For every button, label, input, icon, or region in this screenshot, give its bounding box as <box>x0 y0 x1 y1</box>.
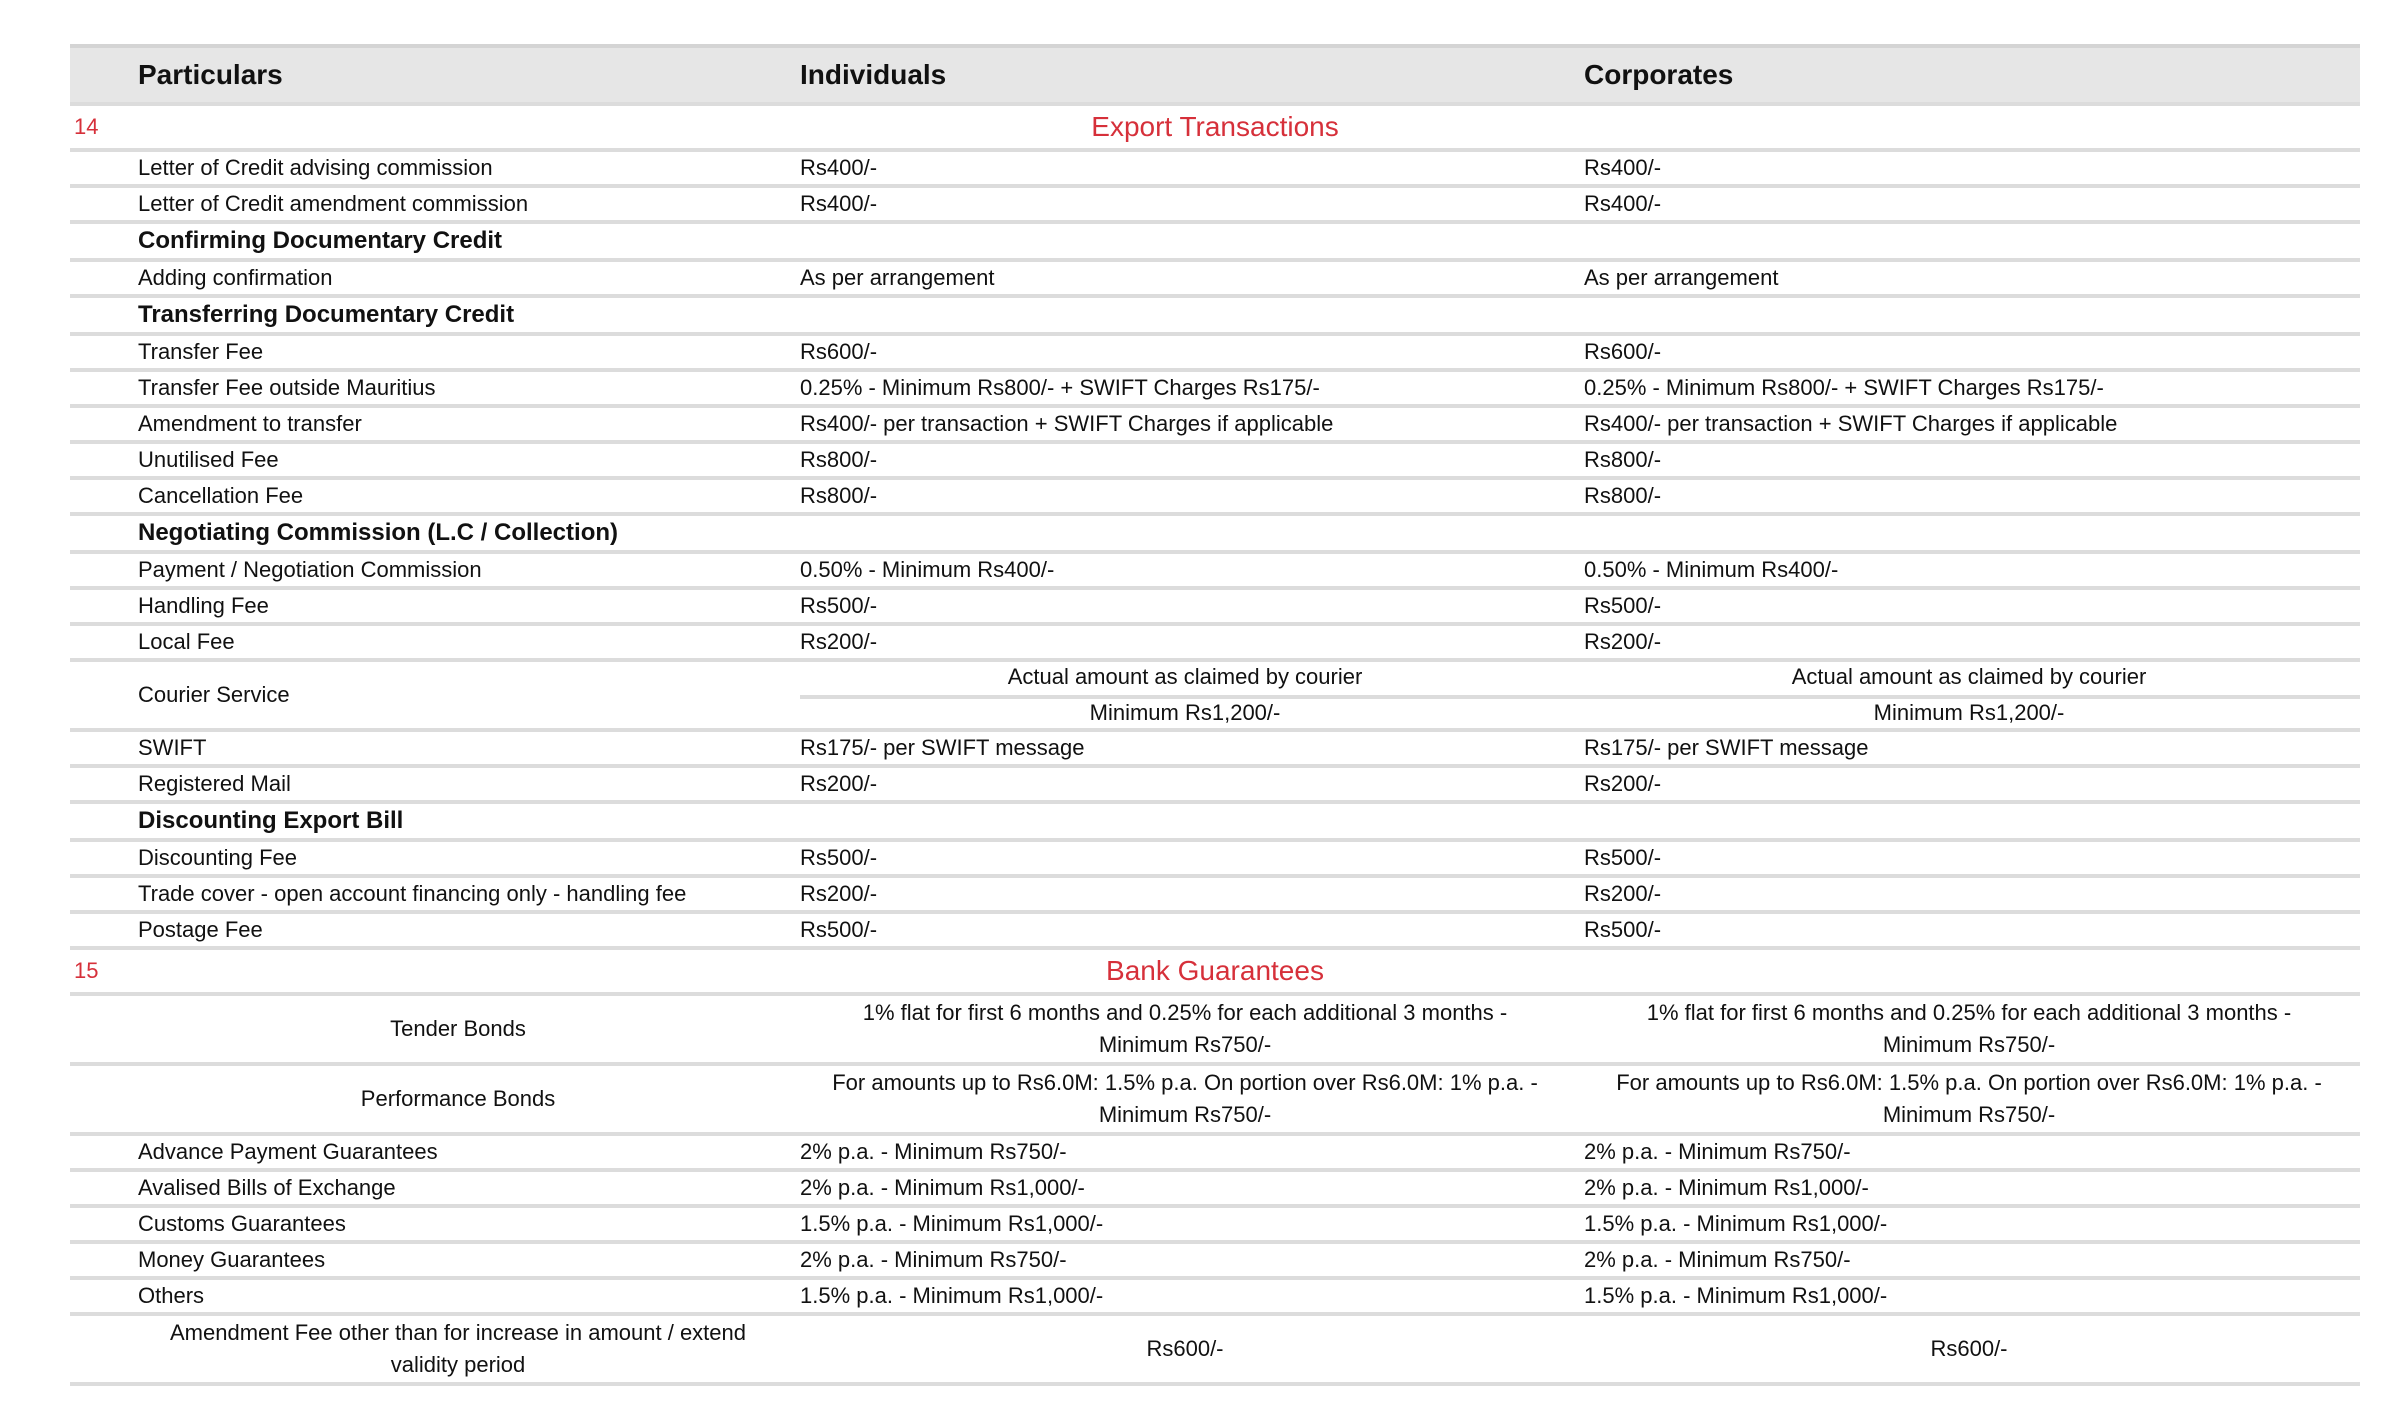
individuals-value: Rs175/- per SWIFT message <box>800 735 1085 760</box>
corporates-value: Rs400/- per transaction + SWIFT Charges if applicable <box>1584 411 2118 436</box>
corporates-value <box>1584 224 2354 258</box>
row-label: Cancellation Fee <box>138 483 304 508</box>
table-row <box>70 188 2360 224</box>
corporates-value: As per arrangement <box>1584 265 1779 290</box>
section-header-row <box>70 106 2360 152</box>
corporates-value: 2% p.a. - Minimum Rs750/- <box>1584 1139 1851 1164</box>
row-label: Registered Mail <box>138 771 291 796</box>
individuals-value-line: 1% flat for first 6 months and 0.25% for each additional 3 months - <box>862 1000 1508 1025</box>
individuals-value-line: For amounts up to Rs6.0M: 1.5% p.a. On portion over Rs6.0M: 1% p.a. - <box>832 1070 1538 1095</box>
corporates-value: Rs200/- <box>1584 629 1662 654</box>
row-label: Payment / Negotiation Commission <box>138 557 482 582</box>
subheading-row <box>70 804 2360 842</box>
corporates-value: 2% p.a. - Minimum Rs1,000/- <box>1584 1175 1869 1200</box>
table-row <box>70 1172 2360 1208</box>
row-label: Unutilised Fee <box>138 447 279 472</box>
corporates-value: Rs200/- <box>1584 881 1662 906</box>
individuals-value: Rs200/- <box>800 629 878 654</box>
table-row <box>70 336 2360 372</box>
table-row <box>70 662 2360 732</box>
individuals-value: Rs500/- <box>800 593 878 618</box>
individuals-value: Rs400/- per transaction + SWIFT Charges if applicable <box>800 411 1334 436</box>
corporates-value: 1.5% p.a. - Minimum Rs1,000/- <box>1584 1211 1888 1236</box>
corporates-value: 1.5% p.a. - Minimum Rs1,000/- <box>1584 1283 1888 1308</box>
individuals-value-line: Minimum Rs1,200/- <box>1089 700 1281 725</box>
individuals-value: 2% p.a. - Minimum Rs750/- <box>800 1247 1067 1272</box>
row-label: Adding confirmation <box>138 265 333 290</box>
individuals-value: Rs200/- <box>800 771 878 796</box>
individuals-value: 2% p.a. - Minimum Rs750/- <box>800 1139 1067 1164</box>
individuals-value <box>800 996 1570 1062</box>
row-label: Transfer Fee outside Mauritius <box>138 375 436 400</box>
table-row <box>70 554 2360 590</box>
row-label: Money Guarantees <box>138 1247 326 1272</box>
individuals-value: Rs500/- <box>800 845 878 870</box>
section-number: 14 <box>74 114 99 139</box>
corporates-value-line: Minimum Rs1,200/- <box>1873 700 2065 725</box>
table-row <box>70 262 2360 298</box>
row-label: Handling Fee <box>138 593 269 618</box>
individuals-value: Rs800/- <box>800 447 878 472</box>
individuals-value: Rs500/- <box>800 917 878 942</box>
row-label: Courier Service <box>138 682 290 707</box>
corporates-value: 2% p.a. - Minimum Rs750/- <box>1584 1247 1851 1272</box>
individuals-value: 0.50% - Minimum Rs400/- <box>800 557 1055 582</box>
corporates-value-line: Actual amount as claimed by courier <box>1791 664 2147 689</box>
row-label-line: Performance Bonds <box>360 1086 556 1111</box>
corporates-value <box>1584 298 2354 332</box>
individuals-value: Rs400/- <box>800 155 878 180</box>
individuals-value: 1.5% p.a. - Minimum Rs1,000/- <box>800 1283 1104 1308</box>
corporates-value: Rs600/- <box>1584 339 1662 364</box>
individuals-value: As per arrangement <box>800 265 995 290</box>
row-label: SWIFT <box>138 735 207 760</box>
individuals-value-line: Minimum Rs750/- <box>1098 1032 1272 1057</box>
corporates-value-line: Rs600/- <box>1930 1336 2008 1361</box>
header-particulars: Particulars <box>138 59 283 90</box>
corporates-value: Rs800/- <box>1584 447 1662 472</box>
corporates-value: Rs400/- <box>1584 155 1662 180</box>
row-label: Letter of Credit advising commission <box>138 155 493 180</box>
row-label: Avalised Bills of Exchange <box>138 1175 396 1200</box>
row-label: Postage Fee <box>138 917 263 942</box>
corporates-value <box>1584 1316 2354 1382</box>
row-label <box>138 1316 778 1382</box>
corporates-value-line: Minimum Rs750/- <box>1882 1102 2056 1127</box>
section-number: 15 <box>74 958 99 983</box>
corporates-value: Rs800/- <box>1584 483 1662 508</box>
tariff-table <box>70 44 2360 1386</box>
individuals-value <box>800 1316 1570 1382</box>
table-row <box>70 768 2360 804</box>
subheading-row <box>70 224 2360 262</box>
row-label <box>138 1066 778 1132</box>
table-row <box>70 590 2360 626</box>
corporates-value: Rs200/- <box>1584 771 1662 796</box>
header-corporates: Corporates <box>1584 59 1734 90</box>
subheading-label: Negotiating Commission (L.C / Collection) <box>138 519 618 546</box>
table-row <box>70 842 2360 878</box>
individuals-value: Rs800/- <box>800 483 878 508</box>
subheading-row <box>70 516 2360 554</box>
corporates-value: Rs500/- <box>1584 845 1662 870</box>
individuals-value <box>800 298 1570 332</box>
row-label: Local Fee <box>138 629 235 654</box>
individuals-value: 0.25% - Minimum Rs800/- + SWIFT Charges Rs175/- <box>800 375 1320 400</box>
row-label: Others <box>138 1283 205 1308</box>
table-row <box>70 1208 2360 1244</box>
table-header <box>70 44 2360 106</box>
table-row <box>70 732 2360 768</box>
corporates-value-line: Minimum Rs750/- <box>1882 1032 2056 1057</box>
table-row <box>70 1316 2360 1386</box>
corporates-value: 0.25% - Minimum Rs800/- + SWIFT Charges Rs175/- <box>1584 375 2104 400</box>
table-row <box>70 1244 2360 1280</box>
individuals-value: Rs600/- <box>800 339 878 364</box>
row-label: Advance Payment Guarantees <box>138 1139 438 1164</box>
row-label-line: validity period <box>390 1352 526 1377</box>
corporates-value-line: 1% flat for first 6 months and 0.25% for each additional 3 months - <box>1646 1000 2292 1025</box>
row-label: Customs Guarantees <box>138 1211 346 1236</box>
header-individuals: Individuals <box>800 59 947 90</box>
section-header-row <box>70 950 2360 996</box>
table-row <box>70 372 2360 408</box>
subheading-row <box>70 298 2360 336</box>
table-row <box>70 1136 2360 1172</box>
row-label: Letter of Credit amendment commission <box>138 191 529 216</box>
individuals-value <box>800 516 1570 550</box>
corporates-value: Rs500/- <box>1584 593 1662 618</box>
table-row <box>70 626 2360 662</box>
corporates-value <box>1584 516 2354 550</box>
individuals-value-line: Minimum Rs750/- <box>1098 1102 1272 1127</box>
row-label: Transfer Fee <box>138 339 264 364</box>
corporates-value <box>1584 1066 2354 1132</box>
individuals-value: 1.5% p.a. - Minimum Rs1,000/- <box>800 1211 1104 1236</box>
table-row <box>70 480 2360 516</box>
table-row <box>70 1066 2360 1136</box>
individuals-value-line: Actual amount as claimed by courier <box>1007 664 1363 689</box>
row-label: Amendment to transfer <box>138 411 362 436</box>
corporates-value: Rs500/- <box>1584 917 1662 942</box>
individuals-value: Rs400/- <box>800 191 878 216</box>
table-row <box>70 444 2360 480</box>
corporates-value: Rs175/- per SWIFT message <box>1584 735 1869 760</box>
table-row <box>70 408 2360 444</box>
corporates-value <box>1584 804 2354 838</box>
table-row <box>70 914 2360 950</box>
row-label-line: Amendment Fee other than for increase in amount / extend <box>170 1320 746 1345</box>
section-title: Export Transactions <box>1091 111 1339 142</box>
individuals-value <box>800 224 1570 258</box>
corporates-value-line: For amounts up to Rs6.0M: 1.5% p.a. On portion over Rs6.0M: 1% p.a. - <box>1616 1070 2322 1095</box>
row-label-line: Tender Bonds <box>390 1016 526 1041</box>
subheading-label: Transferring Documentary Credit <box>138 301 515 328</box>
individuals-value <box>800 804 1570 838</box>
table-row <box>70 878 2360 914</box>
table-row <box>70 152 2360 188</box>
corporates-value: 0.50% - Minimum Rs400/- <box>1584 557 1839 582</box>
individuals-value <box>800 1066 1570 1132</box>
table-row <box>70 996 2360 1066</box>
row-label <box>138 996 778 1062</box>
row-inner-divider <box>800 695 2360 699</box>
individuals-value: 2% p.a. - Minimum Rs1,000/- <box>800 1175 1085 1200</box>
subheading-label: Discounting Export Bill <box>138 807 404 834</box>
subheading-label: Confirming Documentary Credit <box>138 227 503 254</box>
row-label: Trade cover - open account financing only - handling fee <box>138 881 687 906</box>
individuals-value-line: Rs600/- <box>1146 1336 1224 1361</box>
row-label: Discounting Fee <box>138 845 297 870</box>
corporates-value: Rs400/- <box>1584 191 1662 216</box>
table-body <box>70 106 2360 1386</box>
corporates-value <box>1584 996 2354 1062</box>
individuals-value: Rs200/- <box>800 881 878 906</box>
table-row <box>70 1280 2360 1316</box>
section-title: Bank Guarantees <box>1106 955 1324 986</box>
